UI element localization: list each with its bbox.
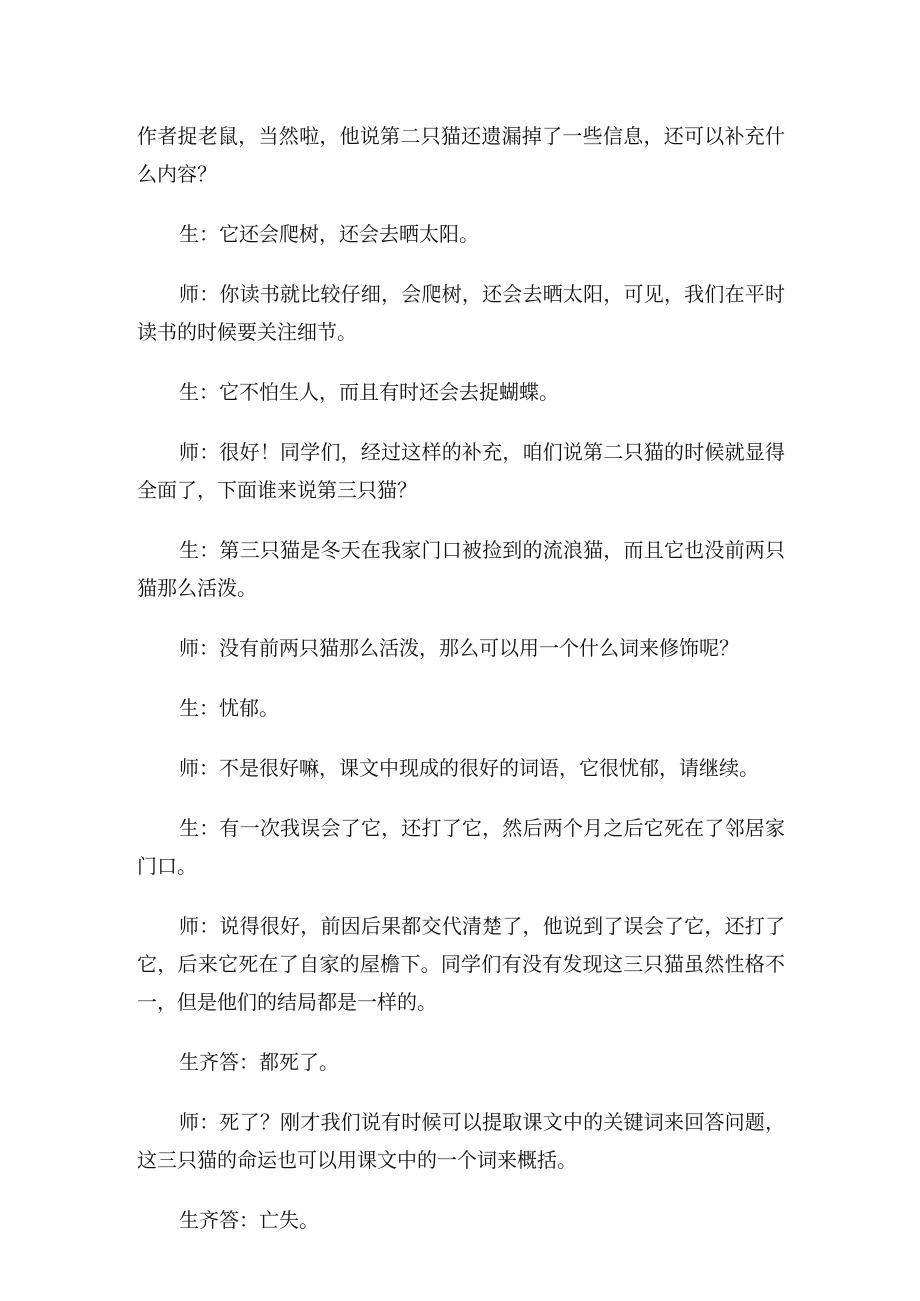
- paragraph-teacher: 师：不是很好嘛，课文中现成的很好的词语，它很忧郁，请继续。: [179, 756, 759, 780]
- paragraph-teacher: 师：没有前两只猫那么活泼，那么可以用一个什么词来修饰呢？: [179, 636, 739, 660]
- paragraph-teacher: 师：死了？刚才我们说有时候可以提取课文中的关键词来回答问题，这三只猫的命运也可以用课文中的一个词来概括。: [137, 1110, 785, 1172]
- document-body: [137, 117, 785, 1261]
- paragraph-teacher: 师：你读书就比较仔细，会爬树，还会去晒太阳，可见，我们在平时读书的时候要关注细节。: [137, 282, 785, 344]
- paragraph-students-chorus: 生齐答：亡失。: [179, 1208, 319, 1232]
- paragraph-student: 生：有一次我误会了它，还打了它，然后两个月之后它死在了邻居家门口。: [137, 816, 785, 878]
- paragraph-students-chorus: 生齐答：都死了。: [179, 1050, 339, 1074]
- paragraph-student: 生：忧郁。: [179, 696, 279, 720]
- paragraph-teacher: 师：说得很好，前因后果都交代清楚了，他说到了误会了它，还打了它，后来它死在了自家的屋檐下。同学们有没有发现这三只猫虽然性格不一，但是他们的结局都是一样的。: [137, 914, 785, 1014]
- paragraph-teacher: 师：很好！同学们，经过这样的补充，咱们说第二只猫的时候就显得全面了，下面谁来说第三只猫？: [137, 440, 785, 502]
- paragraph-continuation: 作者捉老鼠，当然啦，他说第二只猫还遗漏掉了一些信息，还可以补充什么内容？: [137, 124, 785, 186]
- paragraph-student: 生：第三只猫是冬天在我家门口被捡到的流浪猫，而且它也没前两只猫那么活泼。: [137, 538, 785, 600]
- paragraph-student: 生：它不怕生人，而且有时还会去捉蝴蝶。: [179, 380, 559, 404]
- paragraph-student: 生：它还会爬树，还会去晒太阳。: [179, 222, 479, 246]
